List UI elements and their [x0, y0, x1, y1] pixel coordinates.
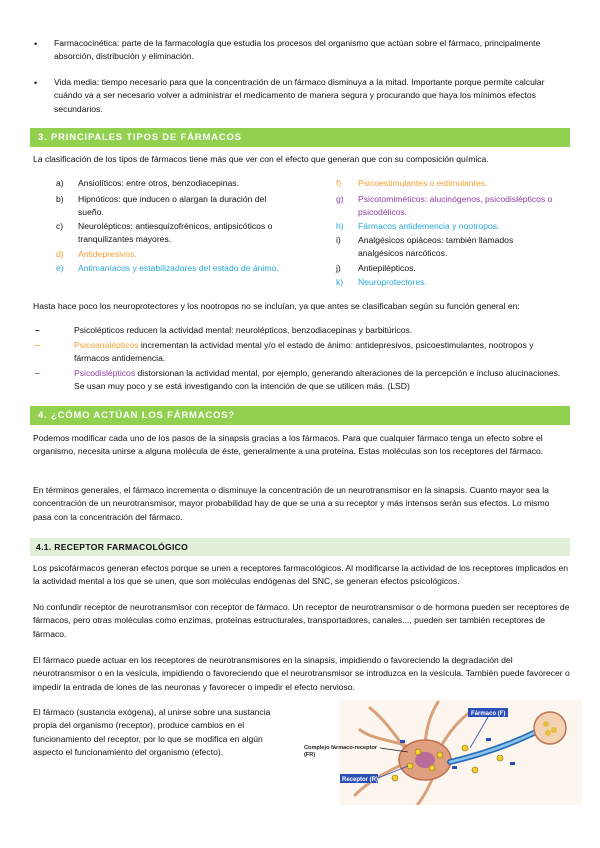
dash-marker: –: [35, 340, 40, 350]
dash-item-psicoanalepticos: [74, 339, 564, 366]
label-farmaco: Fármaco (F): [471, 711, 506, 717]
section-4-1-paragraph-3: El fármaco puede actuar en los receptores de neurotransmisores en la sinapsis, impidiendo o favoreciendo la degradación del neurotransmisor o en la vesícula, impidiendo o favoreciendo que el neurotransmisor se introduzca en la vesícula. También puede favorecer o impedir la entrada de iones de las neuronas y favorecer o impedir el efecto nervioso.: [33, 655, 570, 692]
section-4-paragraph-2: En términos generales, el fármaco incrementa o disminuye la concentración de un neurotransmisor en la sinapsis. Cuanto mayor sea la concentración de un neurotransmisor, mayor probabilidad hay de que se una a su receptor y más intensos serán sus efectos. Lo mismo pasa con la concentración del fármaco.: [33, 485, 550, 522]
dash-marker: –: [35, 368, 40, 378]
list-marker: h): [336, 221, 344, 231]
section-4-header: 4. ¿CÓMO ACTÚAN LOS FÁRMACOS?: [30, 406, 570, 425]
section-4-1-header: 4.1. RECEPTOR FARMACOLÓGICO: [30, 538, 570, 556]
section-3-header: 3. PRINCIPALES TIPOS DE FÁRMACOS: [30, 128, 570, 147]
list-marker: k): [336, 277, 344, 287]
section-4-1-paragraph-2: No confundir receptor de neurotransmisor con receptor de fármaco. Un receptor de neurotransmisor o de hormona pueden ser receptores de fármacos, pero otras moléculas como enzimas, proteínas estructurales, transportadores, canales..., pueden ser también receptores de fármaco.: [33, 602, 570, 639]
section-4-1-paragraph-4: El fármaco (sustancia exógena), al unirse sobre una sustancia propia del organismo (receptor), produce cambios en el funcionamiento del receptor, por lo que se modifica en algún aspecto el funcionamiento del organismo (efecto).: [33, 707, 271, 757]
list-text: Antidepresivos.: [78, 249, 137, 259]
list-marker: f): [336, 178, 342, 188]
list-text: Ansiolíticos: entre otros, benzodiacepinas.: [78, 178, 239, 188]
list-marker: d): [56, 249, 64, 259]
section-3-intro: La clasificación de los tipos de fármacos tiene más que ver con el efecto que generan que con su composición química.: [33, 154, 489, 164]
bullet-marker: •: [34, 39, 38, 49]
list-marker: g): [336, 194, 344, 204]
list-text: Hipnóticos: que inducen o alargan la duración del sueño.: [78, 194, 267, 218]
dash-item-psicodislepticos: [74, 367, 564, 394]
neuron-figure: [300, 700, 582, 805]
list-text: Analgésicos opiáceos: también llamados analgésicos narcóticos.: [358, 235, 514, 259]
list-text: Psicotomiméticos: alucinógenos, psicodislépticos o psicodélicos.: [358, 194, 553, 218]
bullet-marker: •: [34, 78, 38, 88]
term-psicoanalepticos: Psicoanalépticos: [74, 340, 139, 350]
label-receptor: Receptor (R): [342, 777, 379, 783]
list-text: Neuroprotectores.: [358, 277, 427, 287]
list-text: Antimaníacos y estabilizadores del estado de ánimo.: [78, 263, 279, 273]
list-text: Fármacos antidemencia y nootropos.: [358, 221, 500, 231]
list-marker: i): [336, 235, 341, 245]
section-3-mid-text: Hasta hace poco los neuroprotectores y los nootropos no se incluían, ya que antes se clasificaban según su función general en:: [33, 301, 520, 311]
list-marker: j): [336, 263, 341, 273]
term-description: incrementan la actividad mental y/o el estado de ánimo: antidepresivos, psicoestimulantes, nootropos y fármacos antidemencia.: [74, 340, 534, 364]
dash-marker: –: [35, 325, 40, 335]
list-text: Antiepilépticos.: [358, 263, 416, 273]
section-4-paragraph-1: Podemos modificar cada uno de los pasos de la sinapsis gracias a los fármacos. Para que cualquier fármaco tenga un efecto sobre el organismo, necesita unirse a alguna molécula de éste, generalmente a una proteína. Estas moléculas son los receptores del fármaco.: [33, 433, 544, 457]
term-description: distorsionan la actividad mental, por ejemplo, generando alteraciones de la percepción e incluso alucinaciones. Se usan muy poco y se está investigando con la intención de que se utilicen más. (LSD): [74, 368, 561, 392]
list-text: Psicoestimulantes o estimulantes.: [358, 178, 488, 188]
label-complejo: Complejo fármaco-receptor: [304, 745, 378, 751]
bullet-farmacocinetica: Farmacocinética: parte de la farmacología que estudia los procesos del organismo que actúan sobre el fármaco, principalmente absorción, distribución y eliminación.: [54, 38, 541, 62]
section-4-1-paragraph-1: Los psicofármacos generan efectos porque se unen a receptores farmacológicos. Al modificarse la actividad de los receptores implicados en la actividad mental a los que se unen, que son moléculas endógenas del SNC, se generan efectos psicológicos.: [33, 563, 569, 587]
dash-item-psicolepticos: Psicolépticos reducen la actividad mental: neurolépticos, benzodiacepinas y barbitúricos.: [74, 325, 413, 335]
neuron-illustration: [300, 700, 582, 805]
list-marker: c): [56, 221, 64, 231]
list-text: Neurolépticos: antiesquizofrénicos, antipsicóticos o tranquilizantes mayores.: [78, 221, 273, 245]
list-marker: e): [56, 263, 64, 273]
term-psicodislepticos: Psicodislépticos: [74, 368, 136, 378]
list-marker: a): [56, 178, 64, 188]
label-complejo-abbrev: (FR): [304, 752, 316, 758]
list-marker: b): [56, 194, 64, 204]
bullet-vida-media: Vida media: tiempo necesario para que la concentración de un fármaco disminuya a la mitad. Importante porque permite calcular cuándo va a ser necesario volver a administrar el medicamento de manera segura y procurando que haya los mínimos efectos secundarios.: [54, 77, 545, 114]
